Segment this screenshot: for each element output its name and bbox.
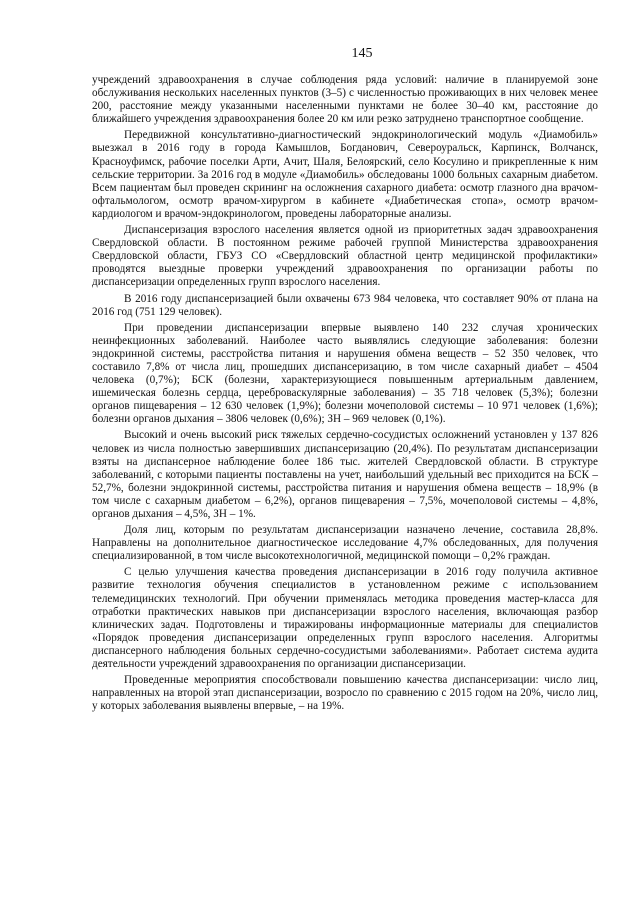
page-number: 145 [351, 46, 373, 61]
paragraph-results: Проведенные мероприятия способствовали повышению качества диспансеризации: число лиц, направленных на второй этап диспансеризации, возросло по сравнению с 2015 годом на 20%, число лиц, у которых заболевания выявлены впервые, – на 19%. [92, 674, 598, 713]
paragraph-dispanserization-priority: Диспансеризация взрослого населения является одной из приоритетных задач здравоохранения Свердловской области. В постоянном режиме рабочей группой Министерства здравоохранения Свердловской области, ГБУЗ СО «Свердловский областной центр медицинской профилактики» проводятся выездные проверки учреждений здравоохранения по организации работы по диспансеризации определенных групп взрослого населения. [92, 224, 598, 289]
paragraph-coverage-2016: В 2016 году диспансеризацией были охвачены 673 984 человека, что составляет 90% от плана на 2016 год (751 129 человек). [92, 292, 598, 318]
paragraph-continuation: учреждений здравоохранения в случае соблюдения ряда условий: наличие в планируемой зоне обслуживания нескольких населенных пунктов (3–5) с численностью проживающих в них человек менее 200, расстояние между указанными населенными пунктами не более 30–40 км, расстояние до ближайшего учреждения здравоохранения более 20 км или резко затруднено транспортное сообщение. [92, 74, 598, 126]
paragraph-cardio-risk: Высокий и очень высокий риск тяжелых сердечно-сосудистых осложнений установлен у 137 826 человек из числа полностью завершивших диспансеризацию (20,4%). По результатам диспансеризации взяты на диспансерное наблюдение более 186 тыс. жителей Свердловской области. В структуре заболеваний, с которыми пациенты поставлены на учет, наибольший удельный вес приходится на БСК – 52,7%, болезни эндокринной системы, расстройства питания и нарушения обмена веществ – 18,9% (в том числе с сахарным диабетом – 6,2%), органов пищеварения – 7,5%, мочеполовой системы – 4,8%, органов дыхания – 4,5%, ЗН – 1%. [92, 429, 598, 520]
paragraph-chronic-diseases: При проведении диспансеризации впервые выявлено 140 232 случая хронических неинфекционных заболеваний. Наиболее часто выявлялись следующие заболевания: болезни эндокринной системы, расстройства питания и нарушения обмена веществ – 52 350 человек, что составило 7,8% от числа лиц, прошедших диспансеризацию, в том числе сахарный диабет – 4504 человека (0,7%); БСК (болезни, характеризующиеся повышенным артериальным давлением, ишемическая болезнь сердца, цереброваскулярные заболевания) – 35 718 человек (5,3%); болезни органов пищеварения – 12 630 человек (1,9%); болезни мочеполовой системы – 10 971 человек (1,6%); болезни органов дыхания – 3806 человек (0,6%); ЗН – 969 человек (0,1%). [92, 321, 598, 426]
paragraph-diamobil: Передвижной консультативно-диагностический эндокринологический модуль «Диамобиль» выезжал в 2016 году в города Камышлов, Богданович, Североуральск, Карпинск, Волчанск, Красноуфимск, рабочие поселки Арти, Ачит, Шаля, Белоярский, село Косулино и прикрепленные к ним сельские территории. За 2016 год в модуле «Диамобиль» обследованы 1000 больных сахарным диабетом. Всем пациентам был проведен скрининг на осложнения сахарного диабета: осмотр глазного дна врачом-офтальмологом, осмотр врачом-хирургом в кабинете «Диабетическая стопа», осмотр врачом-кардиологом и врачом-эндокринологом, проведены лабораторные анализы. [92, 129, 598, 220]
paragraph-training: С целью улучшения качества проведения диспансеризации в 2016 году получила активное развитие технология обучения специалистов в установленном режиме с использованием телемедицинских технологий. При обучении применялась методика проведения мастер-класса для отработки практических навыков при диспансеризации взрослого населения, включающая разбор клинических задач. Подготовлены и тиражированы информационные материалы для специалистов «Порядок проведения диспансеризации определенных групп взрослого населения. Алгоритмы диспансерного наблюдения больных сердечно-сосудистыми заболеваниями». Работает система аудита деятельности учреждений здравоохранения по организации диспансеризации. [92, 566, 598, 671]
document-page [92, 46, 598, 716]
paragraph-treatment-share: Доля лиц, которым по результатам диспансеризации назначено лечение, составила 28,8%. Направлены на дополнительное диагностическое исследование 4,7% обследованных, для получения специализированной, в том числе высокотехнологичной, медицинской помощи – 0,2% граждан. [92, 524, 598, 563]
